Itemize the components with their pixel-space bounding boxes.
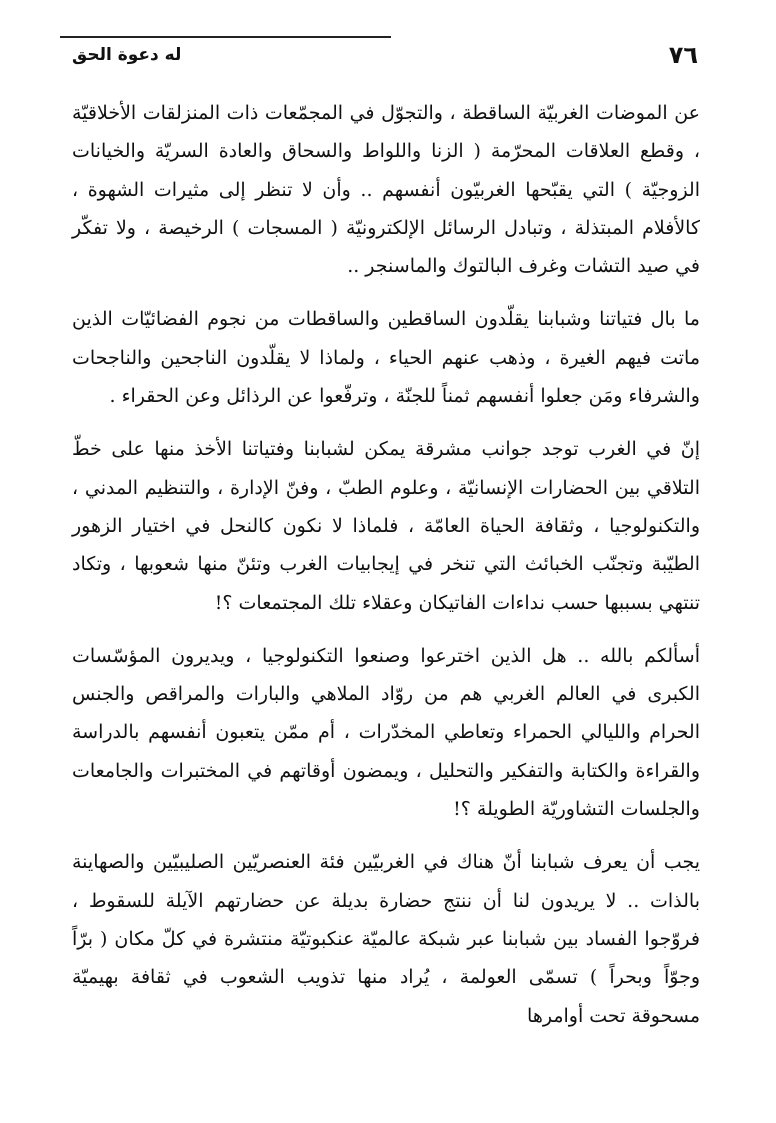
page-header xyxy=(72,36,698,74)
body-text xyxy=(72,94,700,1050)
paragraph-3: إنّ في الغرب توجد جوانب مشرقة يمكن لشبابنا وفتياتنا الأخذ منها على خطّ التلاقي بين الحضارات الإنسانيّة ، وعلوم الطبّ ، وفنّ الإدارة ، والتنظيم المدني ، والتكنولوجيا ، وثقافة الحياة العامّة ، فلماذا لا نكون كالنحل في اختيار الزهور الطيّبة وتجنّب الخبائث التي تنخر في إيجابيات الغرب وتئنّ منها شعوبها ، وتكاد تنتهي بسببها حسب نداءات الفاتيكان وعقلاء تلك المجتمعات ؟! xyxy=(72,438,700,614)
paragraph-5: يجب أن يعرف شبابنا أنّ هناك في الغربيّين فئة العنصريّين الصليبيّين والصهاينة بالذات .. لا يريدون لنا أن ننتج حضارة بديلة عن حضارتهم الآيلة للسقوط ، فروّجوا الفساد بين شبابنا عبر شبكة عالميّة عنكبوتيّة منتشرة في كلّ مكان ( برّاً وجوّاً وبحراً ) تسمّى العولمة ، يُراد منها تذويب الشعوب في ثقافة بهيميّة مسحوقة تحت أوامرها xyxy=(72,851,700,1027)
paragraph-4: أسألكم بالله .. هل الذين اخترعوا وصنعوا التكنولوجيا ، ويديرون المؤسّسات الكبرى في العالم الغربي هم من روّاد الملاهي والبارات والمراقص والجنس الحرام والليالي الحمراء وتعاطي المخدّرات ، أم ممّن يتعبون أنفسهم بالدراسة والقراءة والكتابة والتفكير والتحليل ، ويمضون أوقاتهم في المختبرات والجامعات والجلسات التشاوريّة الطويلة ؟! xyxy=(72,644,700,821)
page-number: ٧٦ xyxy=(668,41,698,69)
paragraph-1: عن الموضات الغربيّة الساقطة ، والتجوّل في المجمّعات ذات المنزلقات الأخلاقيّة ، وقطع العلاقات المحرّمة ( الزنا واللواط والسحاق والعادة السريّة والخيانات الزوجيّة ) التي يقبّحها الغربيّون أنفسهم .. وأن لا تنظر إلى مثيرات الشهوة ، كالأفلام المبتذلة ، وتبادل الرسائل الإلكترونيّة ( المسجات ) الرخيصة ، ولا تفكّر في صيد التشات وغرف البالتوك والماسنجر .. xyxy=(72,102,700,278)
paragraph-2: ما بال فتياتنا وشبابنا يقلّدون الساقطين والساقطات من نجوم الفضائيّات الذين ماتت فيهم الغيرة ، وذهب عنهم الحياء ، ولماذا لا يقلّدون الناجحين والناجحات والشرفاء ومَن جعلوا أنفسهم ثمناً للجنّة ، وترفّعوا عن الرذائل وعن الحقراء . xyxy=(72,308,700,408)
running-title: له دعوة الحق xyxy=(72,45,182,65)
